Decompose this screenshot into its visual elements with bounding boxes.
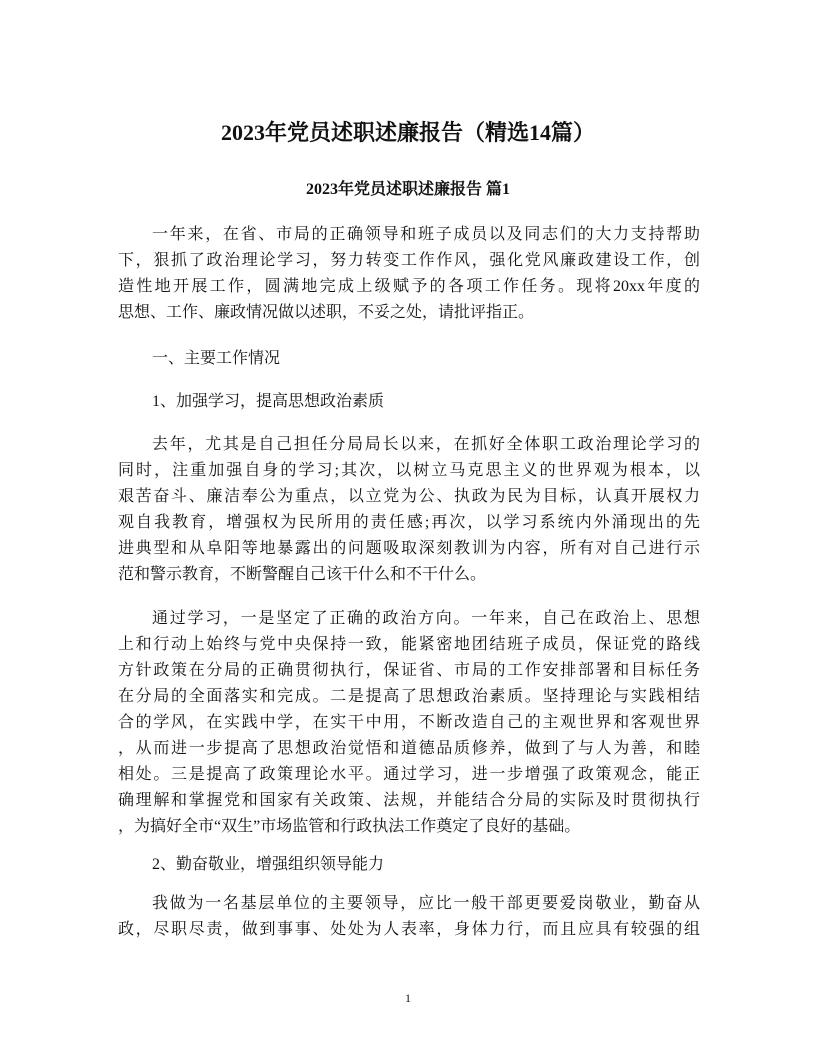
text-line: 思想、工作、廉政情况做以述职，不妥之处，请批评指正。: [118, 304, 535, 321]
paragraph: [118, 346, 700, 372]
paragraph: [118, 432, 700, 588]
text-line: 方针政策在分局的正确贯彻执行，保证省、市局的工作安排部署和目标任务: [118, 662, 700, 679]
text-line: 上和行动上始终与党中央保持一致，能紧密地团结班子成员，保证党的路线: [118, 636, 700, 653]
section-title: 2023年党员述职述廉报告 篇1: [305, 181, 510, 198]
paragraph: [118, 852, 700, 878]
text-line: 范和警示教育，不断警醒自己该干什么和不干什么。: [118, 566, 487, 583]
text-line: ，为搞好全市“双生”市场监管和行政执法工作奠定了良好的基础。: [118, 818, 581, 835]
document-title: 2023年党员述职述廉报告（精选14篇）: [220, 120, 595, 145]
text-line: 政，尽职尽责，做到事事、处处为人表率，身体力行，而且应具有较强的组: [118, 921, 700, 938]
text-line: 艰苦奋斗、廉洁奉公为重点，以立党为公、执政为民为目标，认真开展权力: [118, 488, 700, 505]
text-line: 进典型和从阜阳等地暴露出的问题吸取深刻教训为内容，所有对自己进行示: [118, 540, 700, 557]
text-line: 确理解和掌握党和国家有关政策、法规，并能结合分局的实际及时贯彻执行: [118, 792, 700, 809]
paragraph: [118, 891, 700, 943]
text-line: 一年来，在省、市局的正确领导和班子成员以及同志们的大力支持帮助: [152, 226, 700, 243]
paragraph: [118, 222, 700, 326]
text-line: 在分局的全面落实和完成。二是提高了思想政治素质。坚持理论与实践相结: [118, 688, 700, 705]
text-line: 观自我教育，增强权为民所用的责任感;再次，以学习系统内外涌现出的先: [118, 514, 700, 531]
text-line: 相处。三是提高了政策理论水平。通过学习，进一步增强了政策观念，能正: [118, 766, 700, 783]
page-number: 1: [405, 991, 411, 1005]
text-line: 通过学习，一是坚定了正确的政治方向。一年来，自己在政治上、思想: [152, 610, 700, 627]
text-line: 1、加强学习，提高思想政治素质: [152, 393, 385, 410]
text-line: 我做为一名基层单位的主要领导，应比一般干部更要爱岗敬业，勤奋从: [152, 895, 700, 912]
text-line: 同时，注重加强自身的学习;其次，以树立马克思主义的世界观为根本，以: [118, 462, 700, 479]
text-line: 造性地开展工作，圆满地完成上级赋予的各项工作任务。现将20xx年度的: [118, 278, 700, 295]
text-line: 下，狠抓了政治理论学习，努力转变工作作风，强化党风廉政建设工作，创: [118, 252, 700, 269]
text-line: 合的学风，在实践中学，在实干中用，不断改造自己的主观世界和客观世界: [118, 714, 700, 731]
text-line: ，从而进一步提高了思想政治觉悟和道德品质修养，做到了与人为善，和睦: [118, 740, 700, 757]
paragraph: [118, 606, 700, 840]
paragraph: [118, 389, 700, 415]
text-line: 去年，尤其是自己担任分局局长以来，在抓好全体职工政治理论学习的: [152, 436, 700, 453]
text-line: 一、主要工作情况: [152, 350, 281, 367]
text-line: 2、勤奋敬业，增强组织领导能力: [152, 856, 385, 873]
